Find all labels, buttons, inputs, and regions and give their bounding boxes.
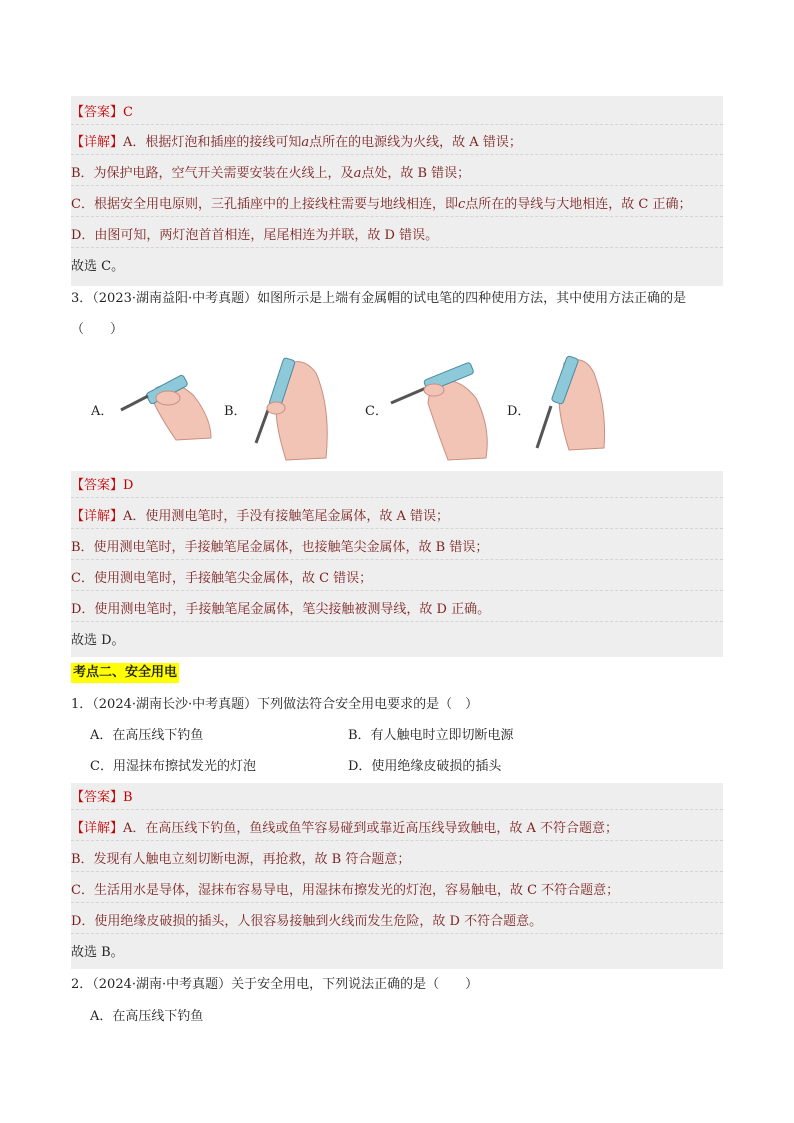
answer-line: 【答案】B bbox=[71, 787, 723, 810]
question-2-option-a: A．在高压线下钓鱼 bbox=[90, 1009, 204, 1024]
hand-tester-icon-a bbox=[116, 348, 216, 448]
figure-label-b: B． bbox=[224, 404, 247, 419]
detail-line-c: C．使用测电笔时，手接触笔尖金属体，故 C 错误； bbox=[71, 568, 723, 591]
detail-line-b: B．为保护电路，空气开关需要安装在火线上，及a点处，故 B 错误； bbox=[71, 163, 723, 186]
question-3-blank: （ ） bbox=[71, 322, 124, 337]
detail-line-c: C．生活用水是导体，湿抹布容易导电，用湿抹布擦发光的灯泡，容易触电，故 C 不符合题意； bbox=[71, 880, 723, 903]
question-1-option-a: A．在高压线下钓鱼 bbox=[90, 728, 204, 743]
question-1-option-d: D．使用绝缘皮破损的插头 bbox=[348, 759, 502, 774]
detail-line-a: 【详解】A．在高压线下钓鱼，鱼线或鱼竿容易碰到或靠近高压线导致触电，故 A 不符合题意； bbox=[71, 818, 723, 841]
detail-line-b: B．使用测电笔时，手接触笔尾金属体，也接触笔尖金属体，故 B 错误； bbox=[71, 537, 723, 560]
question-1-option-c: C．用湿抹布擦拭发光的灯泡 bbox=[90, 759, 256, 774]
question-1-stem: 1．（2024·湖南长沙·中考真题）下列做法符合安全用电要求的是（ ） bbox=[71, 697, 479, 712]
figure-label-c: C． bbox=[365, 404, 388, 419]
answer-line: 【答案】D bbox=[71, 475, 723, 498]
detail-line-a: 【详解】A．使用测电笔时，手没有接触笔尾金属体，故 A 错误； bbox=[71, 506, 723, 529]
detail-tag: 【详解】 bbox=[71, 135, 124, 150]
conclusion: 故选 D。 bbox=[71, 633, 125, 648]
detail-line-b: B．发现有人触电立刻切断电源，再抢救，故 B 符合题意； bbox=[71, 849, 723, 872]
detail-line-a: 【详解】A．根据灯泡和插座的接线可知a点所在的电源线为火线，故 A 错误； bbox=[71, 132, 723, 155]
figure-label-d: D． bbox=[507, 404, 531, 419]
answer-tag: 【答案】 bbox=[71, 105, 124, 120]
answer-value: C bbox=[123, 105, 133, 120]
detail-line-c: C．根据安全用电原则，三孔插座中的上接线柱需要与地线相连，即c点所在的导线与大地相连，故 C 正确； bbox=[71, 194, 723, 217]
question-3-stem: 3．（2023·湖南益阳·中考真题）如图所示是上端有金属帽的试电笔的四种使用方法，其中使用方法正确的是 bbox=[71, 291, 687, 306]
hand-tester-icon-d bbox=[529, 348, 609, 453]
hand-tester-icon-c bbox=[386, 348, 496, 463]
detail-line-d: D．由图可知，两灯泡首首相连，尾尾相连为并联，故 D 错误。 bbox=[71, 225, 723, 248]
answer-line bbox=[71, 102, 723, 125]
question-2-stem: 2．（2024·湖南·中考真题）关于安全用电，下列说法正确的是（ ） bbox=[71, 977, 479, 992]
section-heading: 考点二、安全用电 bbox=[71, 662, 723, 684]
detail-line-d: D．使用测电笔时，手接触笔尾金属体，笔尖接触被测导线，故 D 正确。 bbox=[71, 599, 723, 622]
figure-label-a: A． bbox=[91, 404, 114, 419]
detail-line-d: D．使用绝缘皮破损的插头，人很容易接触到火线而发生危险，故 D 不符合题意。 bbox=[71, 911, 723, 934]
conclusion: 故选 C。 bbox=[71, 259, 125, 274]
tester-figures bbox=[71, 348, 723, 463]
hand-tester-icon-b bbox=[246, 348, 336, 463]
question-1-option-b: B．有人触电时立即切断电源 bbox=[348, 728, 514, 743]
conclusion: 故选 B。 bbox=[71, 945, 124, 960]
